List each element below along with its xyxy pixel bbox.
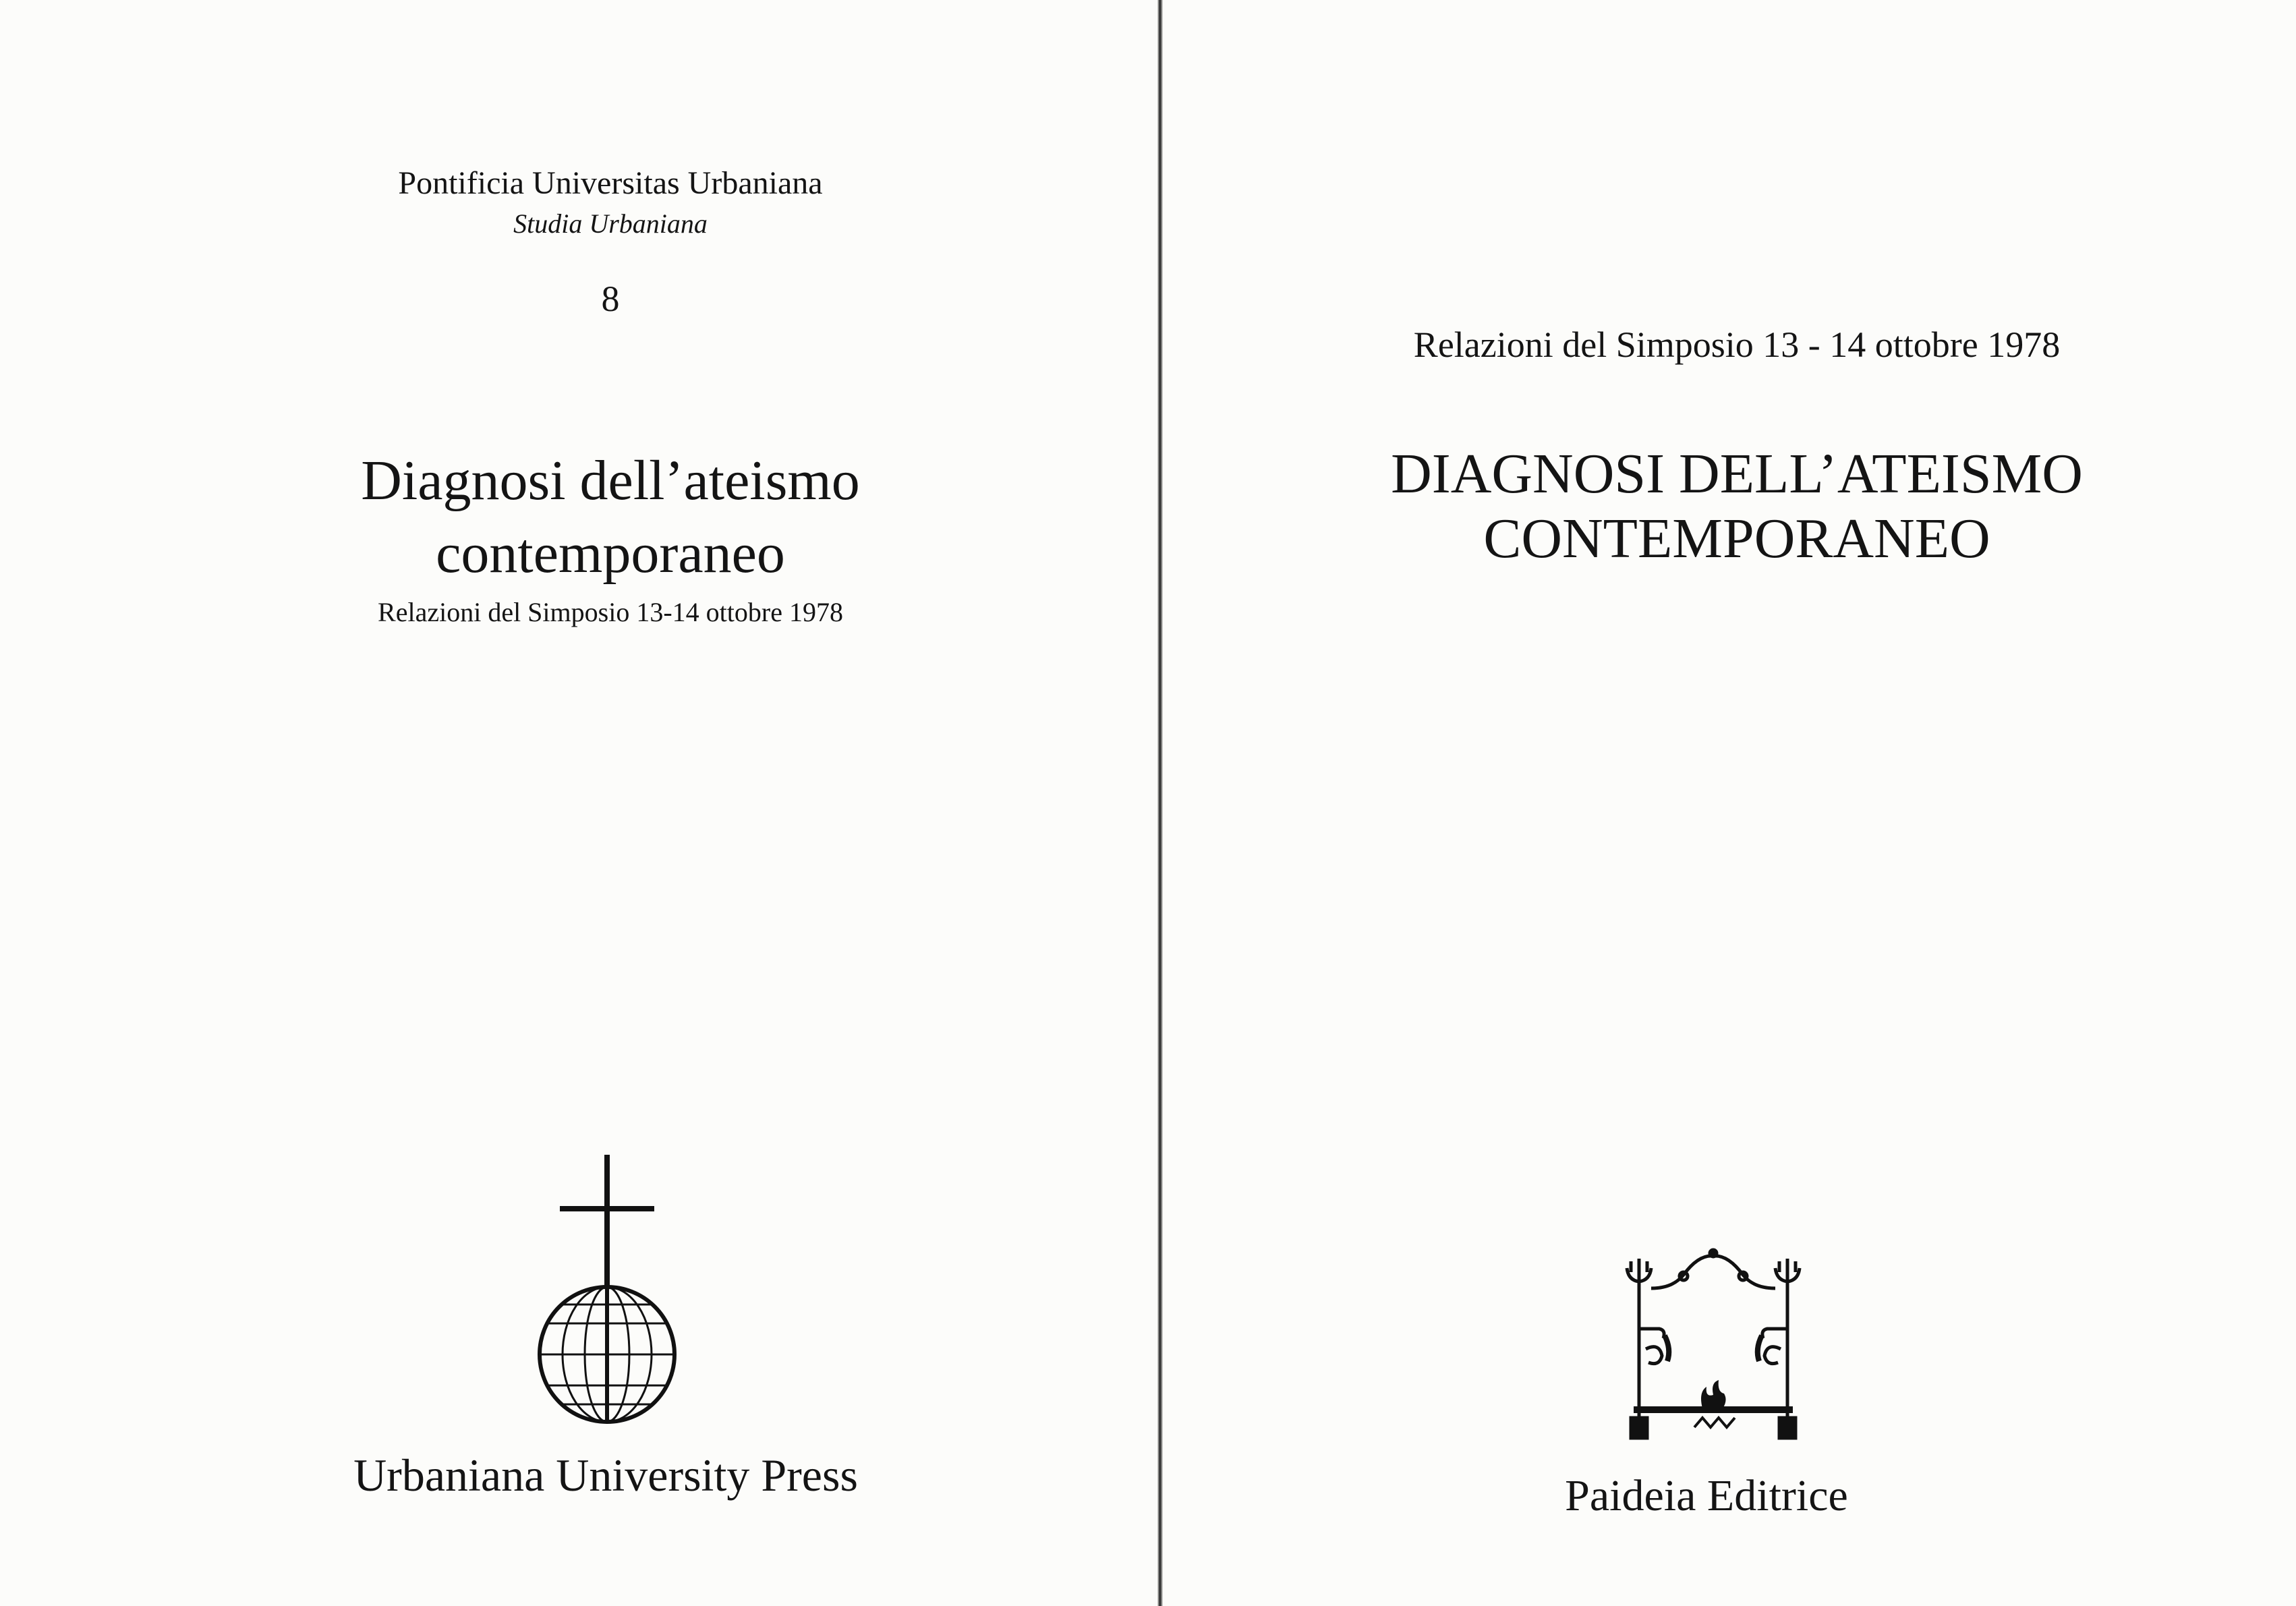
- left-subtitle: Relazioni del Simposio 13-14 ottobre 1978: [378, 597, 843, 627]
- right-title-line2: CONTEMPORANEO: [1483, 507, 1990, 570]
- series-name: Studia Urbaniana: [513, 208, 708, 239]
- hearth-emblem-icon: [1619, 1248, 1808, 1443]
- volume-number: 8: [601, 279, 620, 319]
- left-title-line2: contemporaneo: [436, 522, 785, 585]
- right-subtitle: Relazioni del Simposio 13 - 14 ottobre 1978: [1413, 324, 2061, 365]
- left-title-line1: Diagnosi dell’ateismo: [361, 449, 860, 512]
- cross-globe-icon: [526, 1155, 688, 1438]
- book-gutter: [1157, 0, 1163, 1606]
- university-name: Pontificia Universitas Urbaniana: [398, 165, 823, 201]
- right-publisher: Paideia Editrice: [1565, 1471, 1848, 1520]
- right-title-line1: DIAGNOSI DELL’ATEISMO: [1391, 442, 2083, 505]
- left-publisher: Urbaniana University Press: [353, 1450, 858, 1501]
